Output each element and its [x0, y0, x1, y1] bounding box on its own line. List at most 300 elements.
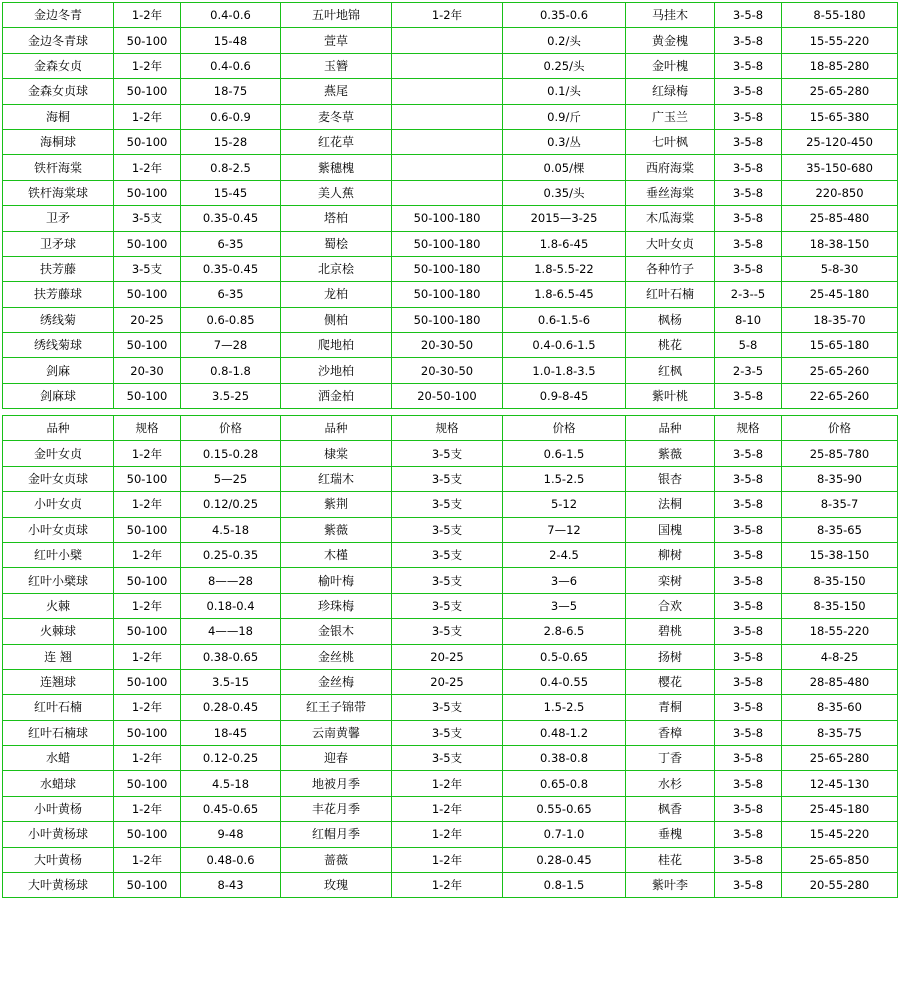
price-cell: 8-35-65 [782, 517, 898, 542]
spec-cell: 50-100 [114, 822, 181, 847]
spec-cell: 3-5-8 [715, 206, 782, 231]
spec-cell [392, 180, 503, 205]
variety-cell: 枫杨 [626, 307, 715, 332]
variety-cell: 卫矛 [3, 206, 114, 231]
variety-cell: 栾树 [626, 568, 715, 593]
variety-cell: 大叶黄杨 [3, 847, 114, 872]
price-cell: 0.6-0.9 [181, 104, 281, 129]
table-row [3, 206, 898, 231]
price-cell: 8-35-75 [782, 720, 898, 745]
spec-cell: 3-5-8 [715, 231, 782, 256]
price-cell: 20-55-280 [782, 873, 898, 898]
spec-cell: 1-2年 [114, 593, 181, 618]
price-cell: 2-4.5 [503, 542, 626, 567]
price-cell: 25-85-480 [782, 206, 898, 231]
price-cell: 0.05/棵 [503, 155, 626, 180]
price-cell: 0.18-0.4 [181, 593, 281, 618]
price-cell: 15-65-180 [782, 333, 898, 358]
table-row [3, 231, 898, 256]
spec-cell: 50-100 [114, 619, 181, 644]
price-cell: 220-850 [782, 180, 898, 205]
header-price: 价格 [503, 416, 626, 441]
price-cell: 25-65-280 [782, 746, 898, 771]
price-cell: 0.45-0.65 [181, 796, 281, 821]
spec-cell: 3-5-8 [715, 466, 782, 491]
spec-cell: 3-5支 [392, 619, 503, 644]
price-cell: 0.6-1.5-6 [503, 307, 626, 332]
price-cell: 0.35-0.45 [181, 256, 281, 281]
spec-cell: 1-2年 [114, 3, 181, 28]
variety-cell: 广玉兰 [626, 104, 715, 129]
spec-cell: 1-2年 [114, 847, 181, 872]
variety-cell: 小叶黄杨球 [3, 822, 114, 847]
spec-cell: 3-5-8 [715, 695, 782, 720]
header-price: 价格 [181, 416, 281, 441]
variety-cell: 红叶石楠球 [3, 720, 114, 745]
variety-cell: 扶芳藤 [3, 256, 114, 281]
price-cell: 0.35-0.45 [181, 206, 281, 231]
spec-cell: 3-5支 [392, 593, 503, 618]
price-cell: 12-45-130 [782, 771, 898, 796]
price-cell: 25-45-180 [782, 282, 898, 307]
price-cell: 25-45-180 [782, 796, 898, 821]
variety-cell: 紫穗槐 [281, 155, 392, 180]
spec-cell: 50-100 [114, 517, 181, 542]
variety-cell: 枫香 [626, 796, 715, 821]
variety-cell: 西府海棠 [626, 155, 715, 180]
variety-cell: 樱花 [626, 669, 715, 694]
table-row [3, 79, 898, 104]
variety-cell: 洒金柏 [281, 383, 392, 408]
variety-cell: 玫瑰 [281, 873, 392, 898]
variety-cell: 金丝桃 [281, 644, 392, 669]
variety-cell: 金银木 [281, 619, 392, 644]
price-cell: 8-35-150 [782, 568, 898, 593]
price-cell: 0.48-1.2 [503, 720, 626, 745]
spec-cell: 50-100 [114, 79, 181, 104]
variety-cell: 扬树 [626, 644, 715, 669]
variety-cell: 垂槐 [626, 822, 715, 847]
variety-cell: 剑麻球 [3, 383, 114, 408]
price-cell: 25-65-280 [782, 79, 898, 104]
price-cell: 4-8-25 [782, 644, 898, 669]
price-cell: 0.3/丛 [503, 129, 626, 154]
price-cell: 0.65-0.8 [503, 771, 626, 796]
variety-cell: 海桐球 [3, 129, 114, 154]
spec-cell: 3-5-8 [715, 53, 782, 78]
price-cell: 0.6-0.85 [181, 307, 281, 332]
spec-cell: 3-5支 [392, 517, 503, 542]
price-cell: 2015—3-25 [503, 206, 626, 231]
table-row [3, 53, 898, 78]
variety-cell: 燕尾 [281, 79, 392, 104]
price-table-lower [2, 415, 898, 898]
variety-cell: 香樟 [626, 720, 715, 745]
price-cell: 18-35-70 [782, 307, 898, 332]
header-spec: 规格 [114, 416, 181, 441]
spec-cell: 3-5-8 [715, 104, 782, 129]
spec-cell: 3-5-8 [715, 129, 782, 154]
price-cell: 0.2/头 [503, 28, 626, 53]
table-row [3, 720, 898, 745]
spec-cell: 3-5-8 [715, 568, 782, 593]
price-cell: 1.5-2.5 [503, 695, 626, 720]
variety-cell: 红王子锦带 [281, 695, 392, 720]
price-cell: 0.4-0.55 [503, 669, 626, 694]
spec-cell: 8-10 [715, 307, 782, 332]
spec-cell [392, 53, 503, 78]
variety-cell: 丁香 [626, 746, 715, 771]
spec-cell: 3-5-8 [715, 771, 782, 796]
spec-cell: 3-5支 [392, 466, 503, 491]
spec-cell: 3-5-8 [715, 3, 782, 28]
price-cell: 25-85-780 [782, 441, 898, 466]
price-cell: 25-65-260 [782, 358, 898, 383]
variety-cell: 红花草 [281, 129, 392, 154]
spec-cell: 50-100 [114, 669, 181, 694]
price-cell: 0.25-0.35 [181, 542, 281, 567]
price-cell: 15-28 [181, 129, 281, 154]
variety-cell: 垂丝海棠 [626, 180, 715, 205]
spec-cell: 3-5-8 [715, 644, 782, 669]
table-row [3, 129, 898, 154]
spec-cell: 3-5支 [392, 568, 503, 593]
price-cell: 0.38-0.65 [181, 644, 281, 669]
variety-cell: 桂花 [626, 847, 715, 872]
spec-cell: 1-2年 [392, 847, 503, 872]
spec-cell: 1-2年 [392, 873, 503, 898]
price-cell: 18-45 [181, 720, 281, 745]
spec-cell: 5-8 [715, 333, 782, 358]
price-cell: 8-35-60 [782, 695, 898, 720]
variety-cell: 迎春 [281, 746, 392, 771]
variety-cell: 金叶女贞球 [3, 466, 114, 491]
price-table-upper [2, 2, 898, 409]
spec-cell: 3-5-8 [715, 720, 782, 745]
table-row [3, 847, 898, 872]
price-cell: 1.8-6.5-45 [503, 282, 626, 307]
variety-cell: 卫矛球 [3, 231, 114, 256]
price-cell: 9-48 [181, 822, 281, 847]
table-row [3, 282, 898, 307]
variety-cell: 火棘球 [3, 619, 114, 644]
variety-cell: 云南黄馨 [281, 720, 392, 745]
variety-cell: 连翘球 [3, 669, 114, 694]
variety-cell: 水蜡 [3, 746, 114, 771]
variety-cell: 木槿 [281, 542, 392, 567]
price-cell: 0.8-1.8 [181, 358, 281, 383]
price-cell: 8-43 [181, 873, 281, 898]
variety-cell: 红枫 [626, 358, 715, 383]
spec-cell: 50-100 [114, 129, 181, 154]
price-cell: 18-38-150 [782, 231, 898, 256]
spec-cell: 50-100-180 [392, 282, 503, 307]
price-cell: 0.4-0.6-1.5 [503, 333, 626, 358]
spec-cell: 50-100-180 [392, 231, 503, 256]
variety-cell: 北京桧 [281, 256, 392, 281]
price-cell: 7—12 [503, 517, 626, 542]
spec-cell: 3-5支 [392, 746, 503, 771]
price-cell: 6-35 [181, 231, 281, 256]
header-variety: 品种 [281, 416, 392, 441]
spec-cell: 1-2年 [392, 771, 503, 796]
header-variety: 品种 [3, 416, 114, 441]
spec-cell: 1-2年 [114, 695, 181, 720]
price-cell: 0.35/头 [503, 180, 626, 205]
price-cell: 3—6 [503, 568, 626, 593]
table-row [3, 441, 898, 466]
price-cell: 15-55-220 [782, 28, 898, 53]
table-row [3, 771, 898, 796]
variety-cell: 萱草 [281, 28, 392, 53]
variety-cell: 红叶石楠 [626, 282, 715, 307]
spec-cell: 50-100 [114, 873, 181, 898]
price-cell: 0.15-0.28 [181, 441, 281, 466]
variety-cell: 金边冬青球 [3, 28, 114, 53]
price-cell: 0.12/0.25 [181, 492, 281, 517]
price-cell: 0.9-8-45 [503, 383, 626, 408]
price-cell: 1.0-1.8-3.5 [503, 358, 626, 383]
table-row [3, 104, 898, 129]
variety-cell: 黄金槐 [626, 28, 715, 53]
spec-cell: 50-100 [114, 383, 181, 408]
price-table-upper-body [3, 3, 898, 409]
variety-cell: 五叶地锦 [281, 3, 392, 28]
price-table-lower-body [3, 441, 898, 898]
spec-cell [392, 129, 503, 154]
header-spec: 规格 [715, 416, 782, 441]
header-price: 价格 [782, 416, 898, 441]
spec-cell: 3-5-8 [715, 517, 782, 542]
variety-cell: 紫薇 [281, 517, 392, 542]
price-cell: 5-12 [503, 492, 626, 517]
price-cell: 7—28 [181, 333, 281, 358]
variety-cell: 金森女贞 [3, 53, 114, 78]
price-cell: 15-65-380 [782, 104, 898, 129]
variety-cell: 木瓜海棠 [626, 206, 715, 231]
price-cell: 0.1/头 [503, 79, 626, 104]
table-row [3, 796, 898, 821]
price-cell: 0.28-0.45 [503, 847, 626, 872]
price-cell: 0.35-0.6 [503, 3, 626, 28]
spec-cell: 3-5支 [392, 695, 503, 720]
variety-cell: 绣线菊球 [3, 333, 114, 358]
variety-cell: 水杉 [626, 771, 715, 796]
spec-cell: 3-5-8 [715, 28, 782, 53]
spec-cell [392, 79, 503, 104]
table-row [3, 593, 898, 618]
variety-cell: 国槐 [626, 517, 715, 542]
variety-cell: 火棘 [3, 593, 114, 618]
price-cell: 4.5-18 [181, 771, 281, 796]
table-row [3, 383, 898, 408]
variety-cell: 美人蕉 [281, 180, 392, 205]
price-cell: 1.5-2.5 [503, 466, 626, 491]
spec-cell: 3-5-8 [715, 441, 782, 466]
price-cell: 0.8-1.5 [503, 873, 626, 898]
table-row [3, 180, 898, 205]
price-cell: 0.4-0.6 [181, 3, 281, 28]
spec-cell: 3-5-8 [715, 383, 782, 408]
spec-cell: 3-5-8 [715, 180, 782, 205]
spec-cell: 50-100 [114, 720, 181, 745]
spec-cell: 3-5-8 [715, 593, 782, 618]
spec-cell: 3-5支 [114, 256, 181, 281]
price-cell: 18-75 [181, 79, 281, 104]
price-cell: 0.4-0.6 [181, 53, 281, 78]
spec-cell: 3-5-8 [715, 492, 782, 517]
variety-cell: 金叶女贞 [3, 441, 114, 466]
spec-cell: 50-100 [114, 333, 181, 358]
spec-cell: 3-5支 [392, 542, 503, 567]
spec-cell: 3-5-8 [715, 619, 782, 644]
variety-cell: 铁杆海棠球 [3, 180, 114, 205]
variety-cell: 龙柏 [281, 282, 392, 307]
variety-cell: 金边冬青 [3, 3, 114, 28]
price-cell: 5—25 [181, 466, 281, 491]
variety-cell: 红叶小檗球 [3, 568, 114, 593]
table-row [3, 307, 898, 332]
spec-cell: 3-5-8 [715, 822, 782, 847]
variety-cell: 地被月季 [281, 771, 392, 796]
spec-cell: 20-30 [114, 358, 181, 383]
spec-cell: 1-2年 [114, 542, 181, 567]
price-cell: 28-85-480 [782, 669, 898, 694]
variety-cell: 紫薇 [626, 441, 715, 466]
variety-cell: 蔷薇 [281, 847, 392, 872]
variety-cell: 沙地柏 [281, 358, 392, 383]
table-row [3, 333, 898, 358]
variety-cell: 紫叶李 [626, 873, 715, 898]
variety-cell: 红叶小檗 [3, 542, 114, 567]
variety-cell: 榆叶梅 [281, 568, 392, 593]
variety-cell: 小叶黄杨 [3, 796, 114, 821]
price-cell: 8——28 [181, 568, 281, 593]
variety-cell: 侧柏 [281, 307, 392, 332]
variety-cell: 麦冬草 [281, 104, 392, 129]
table-row [3, 3, 898, 28]
variety-cell: 七叶枫 [626, 129, 715, 154]
variety-cell: 水蜡球 [3, 771, 114, 796]
price-cell: 0.28-0.45 [181, 695, 281, 720]
price-cell: 0.5-0.65 [503, 644, 626, 669]
spec-cell: 3-5-8 [715, 746, 782, 771]
table-row [3, 873, 898, 898]
spec-cell: 50-100 [114, 568, 181, 593]
price-cell: 8-35-7 [782, 492, 898, 517]
variety-cell: 马挂木 [626, 3, 715, 28]
price-cell: 0.9/斤 [503, 104, 626, 129]
spec-cell: 20-25 [392, 669, 503, 694]
spec-cell: 1-2年 [114, 104, 181, 129]
spec-cell: 3-5支 [114, 206, 181, 231]
variety-cell: 剑麻 [3, 358, 114, 383]
price-cell: 15-45-220 [782, 822, 898, 847]
price-cell: 18-85-280 [782, 53, 898, 78]
variety-cell: 金森女贞球 [3, 79, 114, 104]
table-row [3, 155, 898, 180]
variety-cell: 各种竹子 [626, 256, 715, 281]
spec-cell: 50-100 [114, 231, 181, 256]
price-cell: 0.38-0.8 [503, 746, 626, 771]
variety-cell: 珍珠梅 [281, 593, 392, 618]
variety-cell: 红瑞木 [281, 466, 392, 491]
spec-cell: 1-2年 [392, 822, 503, 847]
variety-cell: 小叶女贞 [3, 492, 114, 517]
variety-cell: 法桐 [626, 492, 715, 517]
table-row [3, 517, 898, 542]
spec-cell: 3-5-8 [715, 796, 782, 821]
spec-cell: 20-50-100 [392, 383, 503, 408]
table-row [3, 256, 898, 281]
spec-cell: 50-100 [114, 28, 181, 53]
variety-cell: 青桐 [626, 695, 715, 720]
spec-cell: 3-5-8 [715, 79, 782, 104]
table-row [3, 358, 898, 383]
spec-cell: 3-5-8 [715, 669, 782, 694]
variety-cell: 棣棠 [281, 441, 392, 466]
price-cell: 6-35 [181, 282, 281, 307]
price-cell: 22-65-260 [782, 383, 898, 408]
variety-cell: 银杏 [626, 466, 715, 491]
spec-cell: 1-2年 [114, 746, 181, 771]
header-spec: 规格 [392, 416, 503, 441]
spec-cell: 1-2年 [114, 441, 181, 466]
spec-cell: 50-100 [114, 180, 181, 205]
spec-cell: 50-100 [114, 282, 181, 307]
spec-cell: 3-5-8 [715, 542, 782, 567]
spec-cell: 50-100-180 [392, 206, 503, 231]
price-cell: 0.55-0.65 [503, 796, 626, 821]
header-variety: 品种 [626, 416, 715, 441]
table-row [3, 746, 898, 771]
spec-cell [392, 28, 503, 53]
variety-cell: 海桐 [3, 104, 114, 129]
table-row [3, 669, 898, 694]
spec-cell: 3-5支 [392, 441, 503, 466]
table-row [3, 542, 898, 567]
variety-cell: 红绿梅 [626, 79, 715, 104]
spec-cell [392, 155, 503, 180]
spec-cell: 2-3-5 [715, 358, 782, 383]
variety-cell: 大叶黄杨球 [3, 873, 114, 898]
spec-cell: 3-5-8 [715, 847, 782, 872]
price-cell: 3.5-25 [181, 383, 281, 408]
spec-cell: 1-2年 [114, 53, 181, 78]
spec-cell: 1-2年 [114, 155, 181, 180]
price-cell: 1.8-5.5-22 [503, 256, 626, 281]
spec-cell: 1-2年 [392, 3, 503, 28]
variety-cell: 碧桃 [626, 619, 715, 644]
spec-cell: 3-5-8 [715, 873, 782, 898]
table-row [3, 492, 898, 517]
variety-cell: 丰花月季 [281, 796, 392, 821]
spec-cell: 3-5支 [392, 492, 503, 517]
spec-cell: 2-3--5 [715, 282, 782, 307]
variety-cell: 桃花 [626, 333, 715, 358]
price-cell: 25-65-850 [782, 847, 898, 872]
price-cell: 35-150-680 [782, 155, 898, 180]
variety-cell: 塔柏 [281, 206, 392, 231]
variety-cell: 绣线菊 [3, 307, 114, 332]
spec-cell: 3-5支 [392, 720, 503, 745]
price-cell: 8-55-180 [782, 3, 898, 28]
spec-cell: 1-2年 [114, 492, 181, 517]
variety-cell: 玉簪 [281, 53, 392, 78]
price-cell: 0.6-1.5 [503, 441, 626, 466]
spec-cell: 20-30-50 [392, 358, 503, 383]
variety-cell: 紫叶桃 [626, 383, 715, 408]
